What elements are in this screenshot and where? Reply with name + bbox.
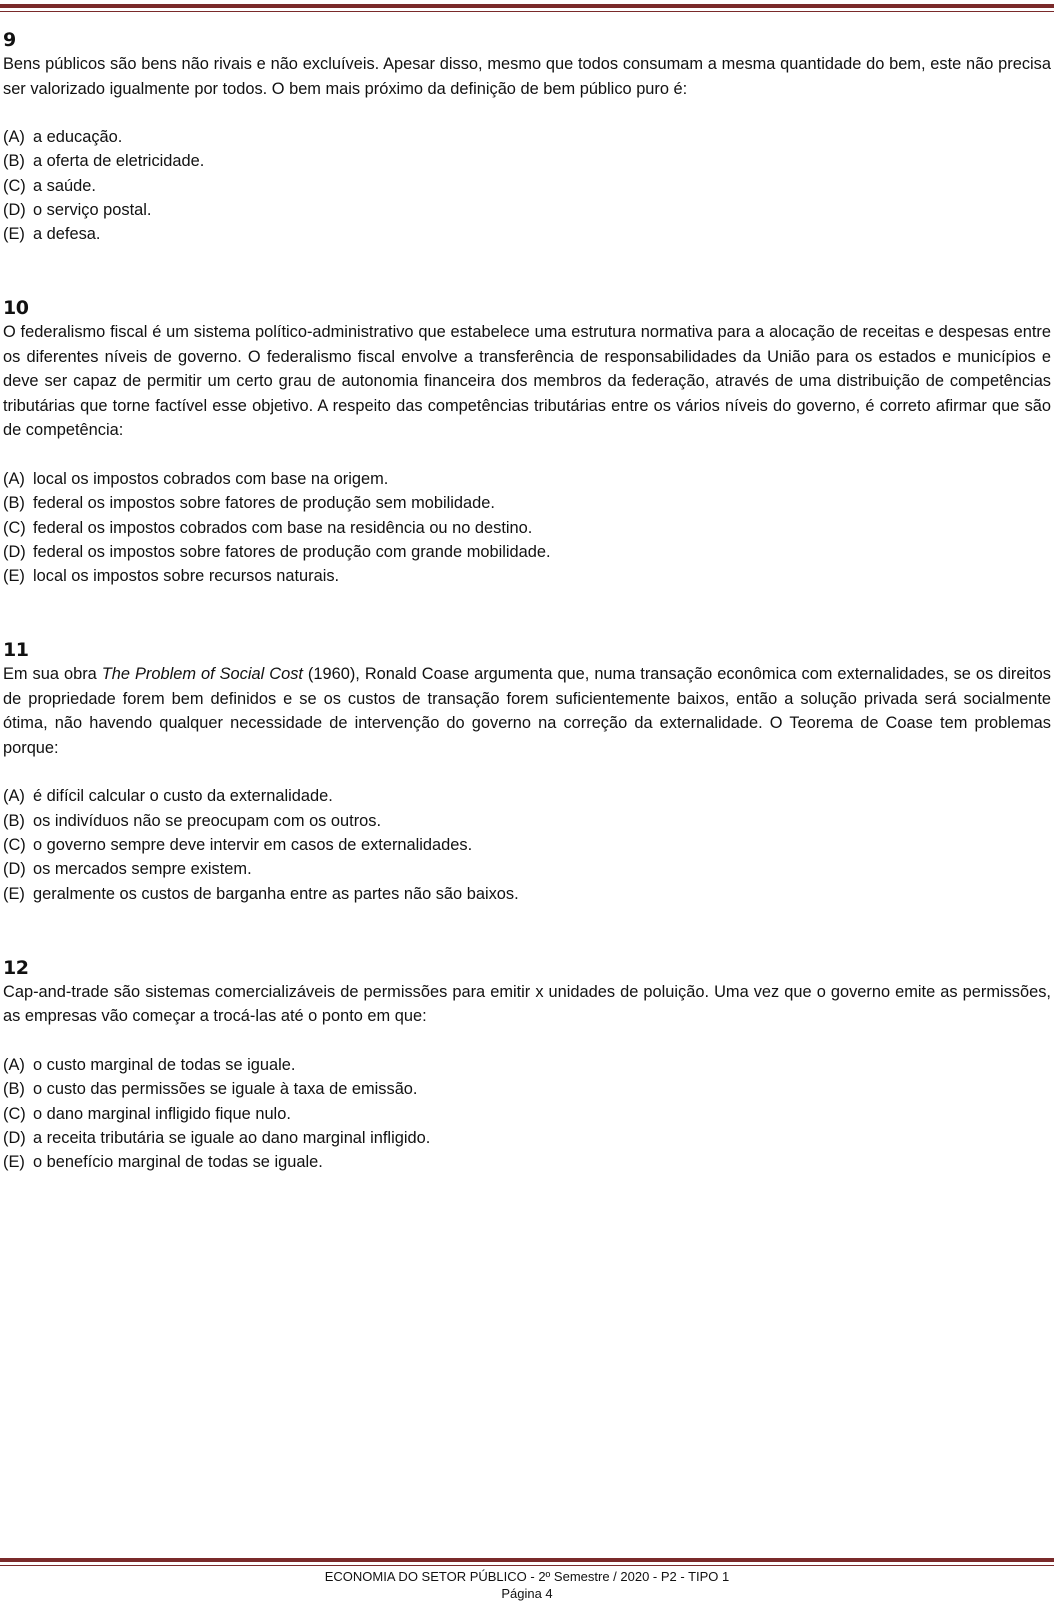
question-number: 10 [3,297,29,320]
footer-page-number: Página 4 [501,1586,553,1601]
option-letter: (B) [3,494,25,513]
work-title: The Problem of Social Cost [101,665,303,684]
question-number: 12 [3,956,29,979]
option-letter: (D) [3,860,26,879]
question-text-rest: (1960), Ronald Coase argumenta que, numa transação econômica com externalidades, se os direitos de propriedade forem bem definidos e se os custos de transação forem suficientemente baixos, então a solução privada será socialmente ótima, não havendo qualquer necessidade de intervenção do governo na correção da externalidade. O Teorema de Coase tem problemas porque: [3,665,1051,757]
option-text: a saúde. [33,176,96,195]
question-10 [3,296,1051,588]
option-e [3,882,1051,906]
options-list [3,125,1051,246]
option-text: federal os impostos cobrados com base na residência ou no destino. [33,518,533,537]
option-d [3,1126,1051,1150]
option-c [3,174,1051,198]
option-letter: (E) [3,884,25,903]
option-letter: (E) [3,1153,25,1172]
option-text: o custo marginal de todas se iguale. [33,1055,296,1074]
option-text: federal os impostos sobre fatores de produção sem mobilidade. [33,494,495,513]
option-text: é difícil calcular o custo da externalidade. [33,787,333,806]
options-list [3,1053,1051,1174]
question-number: 11 [3,639,29,662]
option-letter: (B) [3,811,25,830]
question-number: 9 [3,29,16,51]
option-b [3,809,1051,833]
option-text: a defesa. [33,225,101,244]
option-text: local os impostos cobrados com base na origem. [33,469,389,488]
option-letter: (A) [3,1055,25,1074]
footer-rule [0,1558,1054,1562]
header-rule-thin [0,11,1054,12]
option-e [3,564,1051,588]
option-letter: (D) [3,200,26,219]
option-text: o governo sempre deve intervir em casos de externalidades. [33,836,473,855]
option-e [3,222,1051,246]
option-letter: (C) [3,1104,26,1123]
option-text: a educação. [33,128,123,146]
option-letter: (D) [3,542,26,561]
option-c [3,1102,1051,1126]
option-a [3,467,1051,491]
option-text: o benefício marginal de todas se iguale. [33,1153,323,1172]
options-list [3,784,1051,905]
option-letter: (A) [3,787,25,806]
question-9 [3,28,1051,246]
option-text: local os impostos sobre recursos naturais. [33,567,340,586]
question-text: Cap-and-trade são sistemas comercializáveis de permissões para emitir x unidades de poluição. Uma vez que o governo emite as permissões, as empresas vão começar a trocá-las até o ponto em que: [3,982,1051,1026]
question-text: O federalismo fiscal é um sistema político-administrativo que estabelece uma estrutura normativa para a alocação de receitas e despesas entre os diferentes níveis de governo. O federalismo fiscal envolve a transferência de responsabilidades da União para os estados e municípios e deve ser capaz de permitir um certo grau de autonomia financeira dos membros da federação, através de uma distribuição de competências tributárias que torne factível esse objetivo. A respeito das competências tributárias entre os vários níveis do governo, é correto afirmar que são de competência: [3,323,1051,440]
option-a [3,784,1051,808]
option-letter: (C) [3,518,26,537]
exam-content [3,28,1051,1174]
options-list [3,467,1051,588]
question-11 [3,638,1051,905]
page-footer [0,1568,1054,1602]
footer-course-line: ECONOMIA DO SETOR PÚBLICO - 2º Semestre / 2020 - P2 - TIPO 1 [324,1569,730,1584]
option-letter: (A) [3,128,25,146]
option-a [3,125,1051,149]
question-12 [3,956,1051,1174]
option-a [3,1053,1051,1077]
option-c [3,833,1051,857]
question-text: Bens públicos são bens não rivais e não excluíveis. Apesar disso, mesmo que todos consumam a mesma quantidade do bem, este não precisa ser valorizado igualmente por todos. O bem mais próximo da definição de bem público puro é: [3,55,1051,98]
question-text [3,662,1051,760]
option-d [3,857,1051,881]
footer-rule-thin [0,1565,1054,1566]
option-d [3,198,1051,222]
option-text: federal os impostos sobre fatores de produção com grande mobilidade. [33,542,551,561]
option-b [3,491,1051,515]
option-text: os indivíduos não se preocupam com os outros. [33,811,382,830]
option-letter: (E) [3,567,25,586]
option-d [3,540,1051,564]
option-b [3,1077,1051,1101]
option-text: a receita tributária se iguale ao dano marginal infligido. [33,1128,431,1147]
option-b [3,149,1051,173]
option-letter: (B) [3,1080,25,1099]
option-text: o serviço postal. [33,200,152,219]
option-letter: (D) [3,1128,26,1147]
option-text: geralmente os custos de barganha entre as partes não são baixos. [33,884,519,903]
option-e [3,1150,1051,1174]
option-text: o dano marginal infligido fique nulo. [33,1104,291,1123]
option-c [3,516,1051,540]
option-text: a oferta de eletricidade. [33,152,205,171]
option-letter: (E) [3,225,25,244]
header-rule [0,4,1054,8]
option-text: os mercados sempre existem. [33,860,252,879]
option-text: o custo das permissões se iguale à taxa de emissão. [33,1080,418,1099]
option-letter: (C) [3,836,26,855]
option-letter: (A) [3,469,25,488]
option-letter: (C) [3,176,26,195]
question-text-lead: Em sua obra [3,665,102,684]
option-letter: (B) [3,152,25,171]
